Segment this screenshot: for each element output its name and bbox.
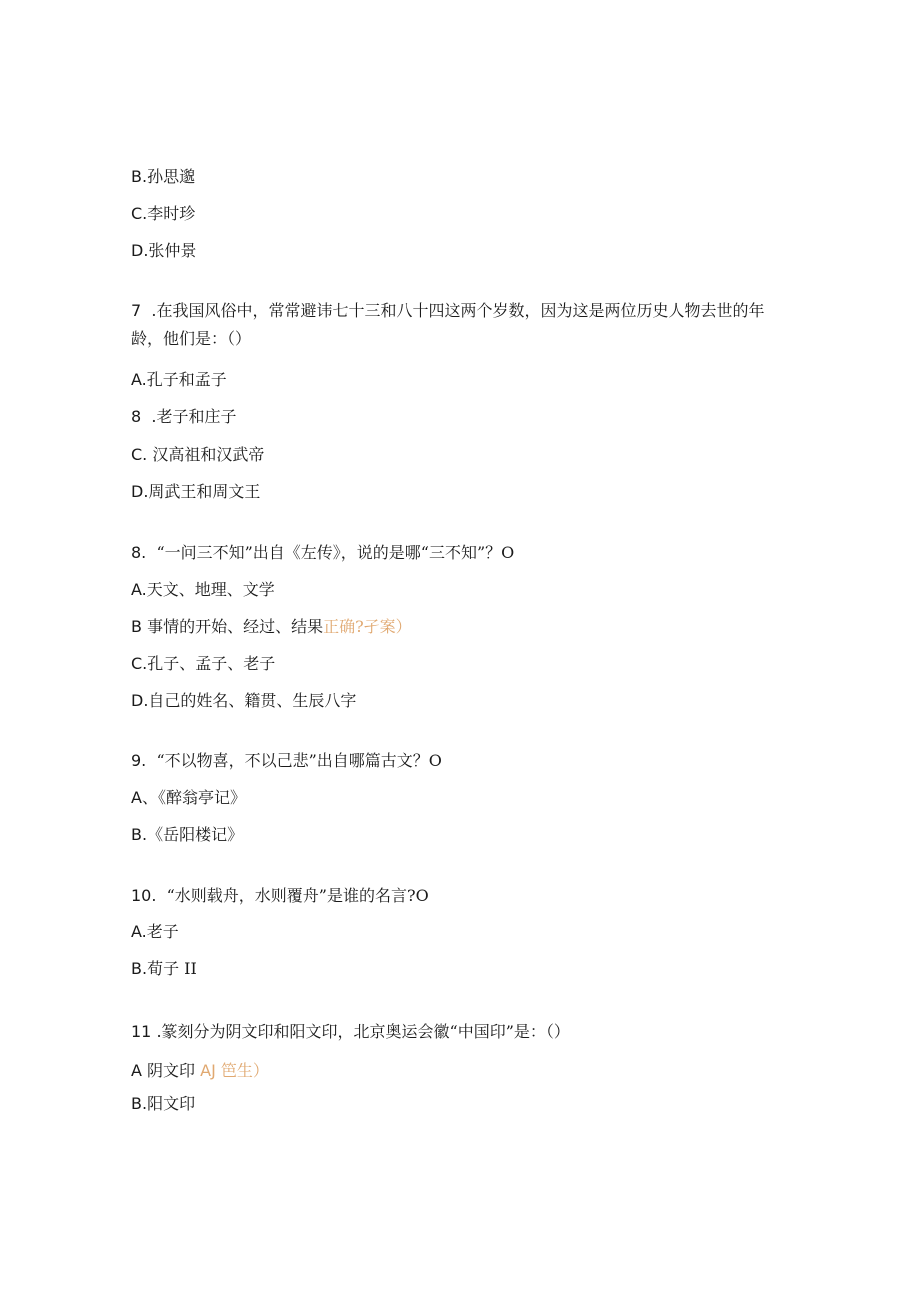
q10-option-b	[131, 959, 197, 979]
answer-note: AJ 笆生）	[200, 1061, 269, 1080]
option-label: B.	[131, 825, 148, 844]
option-text: 孔子和孟子	[146, 370, 227, 389]
q10-option-a	[131, 922, 179, 942]
option-label: C.	[131, 654, 148, 673]
question-7	[131, 297, 781, 353]
question-text: “一问三不知”出自《左传》，说的是哪“三不知”？O	[146, 543, 515, 562]
line-c-li-shizhen	[131, 204, 195, 224]
option-text: 阴文印	[141, 1061, 201, 1080]
option-label: B.	[131, 959, 148, 978]
q8-option-b	[131, 617, 412, 637]
question-number: 11	[131, 1022, 152, 1041]
q11-option-b	[131, 1094, 195, 1114]
question-9	[131, 751, 442, 771]
q8-option-c	[131, 654, 275, 674]
option-text: 荀子 II	[147, 959, 197, 978]
option-label: A	[131, 788, 142, 807]
option-text: .老子和庄子	[141, 407, 237, 426]
question-number: 9.	[131, 751, 147, 770]
option-label: 8	[131, 407, 142, 426]
question-number: 8.	[131, 543, 147, 562]
q8-option-d	[131, 691, 356, 711]
question-text: “水则载舟，水则覆舟”是谁的名言?O	[156, 886, 429, 905]
q9-option-b	[131, 825, 243, 845]
option-label: B.	[131, 167, 148, 186]
q7-option-d	[131, 482, 260, 502]
question-number: 10.	[131, 886, 157, 905]
line-b-sun-simiao	[131, 167, 195, 187]
option-text: 事情的开始、经过、结果	[141, 617, 324, 636]
option-text: 老子	[146, 922, 179, 941]
q9-option-a	[131, 788, 246, 808]
q8-option-a	[131, 580, 275, 600]
option-label: C.	[131, 445, 148, 464]
option-text: 孙思邈	[147, 167, 196, 186]
option-label: B.	[131, 1094, 148, 1113]
question-11	[131, 1022, 570, 1042]
option-text: 阳文印	[147, 1094, 196, 1113]
answer-note: 正确?孑案）	[323, 617, 412, 636]
option-text: 孔子、孟子、老子	[147, 654, 276, 673]
question-text: .篆刻分为阴文印和阳文印，北京奥运会徽“中国印”是：（）	[151, 1022, 570, 1041]
option-label: C.	[131, 204, 148, 223]
option-text: 李时珍	[147, 204, 196, 223]
q7-option-c	[131, 445, 264, 465]
question-text: “不以物喜，不以己悲”出自哪篇古文？O	[146, 751, 442, 770]
q7-option-b	[131, 407, 236, 427]
question-10	[131, 886, 429, 906]
option-text: 天文、地理、文学	[146, 580, 275, 599]
option-label: A.	[131, 922, 147, 941]
option-label: A.	[131, 370, 147, 389]
option-text: 、《醉翁亭记》	[141, 788, 246, 807]
option-label: D.	[131, 482, 149, 501]
question-8	[131, 543, 514, 563]
q7-option-a	[131, 370, 227, 390]
option-label: A	[131, 1061, 142, 1080]
option-label: A.	[131, 580, 147, 599]
option-text: 汉高祖和汉武帝	[147, 445, 265, 464]
option-label: D.	[131, 241, 149, 260]
question-text: .在我国风俗中，常常避讳七十三和八十四这两个岁数，因为这是两位历史人物去世的年龄，他们是：（）	[131, 301, 765, 348]
question-number: 7	[131, 301, 142, 320]
line-d-zhang-zhongjing	[131, 241, 196, 261]
option-text: 周武王和周文王	[148, 482, 261, 501]
option-text: 张仲景	[148, 241, 197, 260]
option-label: D.	[131, 691, 149, 710]
option-label: B	[131, 617, 142, 636]
q11-option-a	[131, 1061, 269, 1081]
option-text: 《岳阳楼记》	[147, 825, 244, 844]
option-text: 自己的姓名、籍贯、生辰八字	[148, 691, 357, 710]
